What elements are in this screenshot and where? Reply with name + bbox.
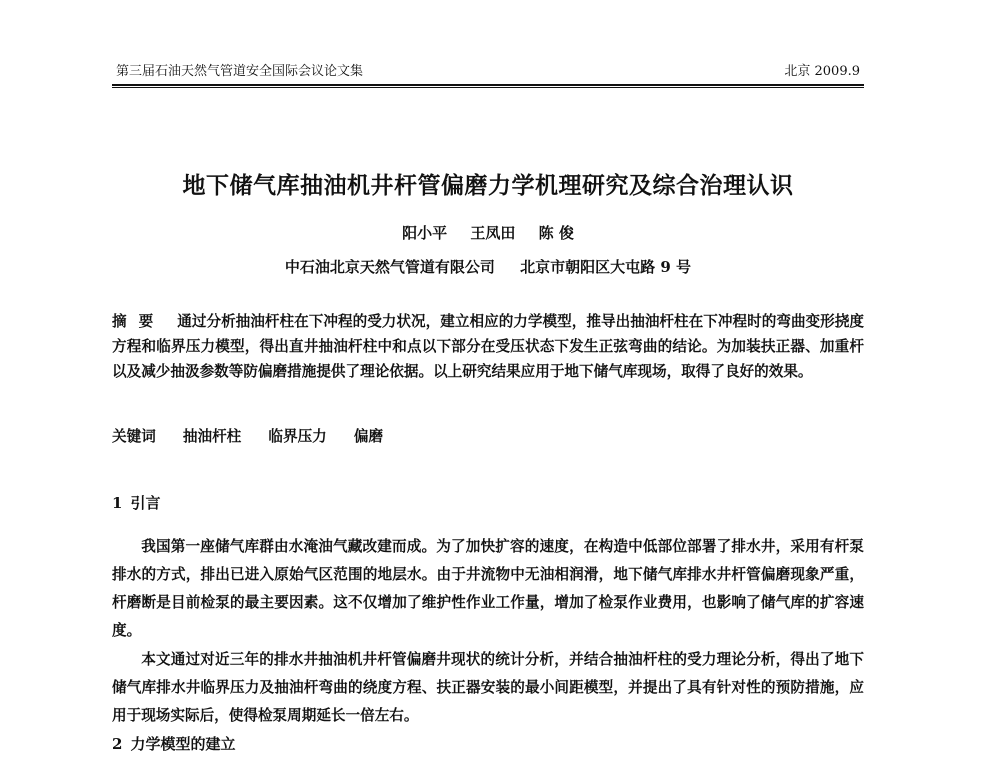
section-number: 1 (112, 494, 123, 512)
abstract-text: 通过分析抽油杆柱在下冲程的受力状况，建立相应的力学模型，推导出抽油杆柱在下冲程时的弯曲变形挠度方程和临界压力模型，得出直井抽油杆柱中和点以下部分在受压状态下发生正弦弯曲的结论。为加装扶正器、加重杆以及减少抽汲参数等防偏磨措施提供了理论依据。以上研究结果应用于地下储气库现场，取得了良好的效果。 (112, 313, 864, 380)
section-heading-introduction (112, 491, 160, 515)
keywords (112, 425, 864, 449)
keywords-label: 关键词 (112, 428, 156, 445)
section-number: 2 (112, 735, 123, 753)
paper-title: 地下储气库抽油机井杆管偏磨力学机理研究及综合治理认识 (182, 172, 794, 199)
affiliation-address: 北京市朝阳区大屯路 9 号 (520, 258, 692, 276)
body-paragraph: 本文通过对近三年的排水井抽油机井杆管偏磨井现状的统计分析，并结合抽油杆柱的受力理论分析，得出了地下储气库排水井临界压力及抽油杆弯曲的绕度方程、扶正器安装的最小间距模型，并提出了具有针对性的预防措施，应用于现场实际后，使得检泵周期延长一倍左右。 (112, 651, 864, 724)
section-title: 力学模型的建立 (130, 735, 236, 753)
author-name: 王凤田 (470, 224, 516, 242)
affiliation-organization: 中石油北京天然气管道有限公司 (284, 258, 495, 276)
running-head (116, 62, 860, 82)
abstract-label: 摘要 (112, 313, 166, 330)
author-name: 陈 俊 (538, 224, 574, 242)
abstract (112, 309, 864, 384)
keyword: 抽油杆柱 (182, 428, 242, 445)
section-heading-mechanics-model (112, 732, 235, 756)
section-title: 引言 (130, 494, 161, 512)
header-rule (112, 84, 864, 88)
body-paragraph: 我国第一座储气库群由水淹油气藏改建而成。为了加快扩容的速度，在构造中低部位部署了排水井，采用有杆泵排水的方式，排出已进入原始气区范围的地层水。由于井流物中无油相润滑，地下储气库排水井杆管偏磨现象严重，杆磨断是目前检泵的最主要因素。这不仅增加了维护性作业工作量，增加了检泵作业费用，也影响了储气库的扩容速度。 (112, 538, 864, 639)
proceedings-title: 第三届石油天然气管道安全国际会议论文集 (116, 64, 364, 79)
author-name: 阳小平 (402, 224, 448, 242)
author-list (112, 222, 864, 244)
keyword: 偏磨 (353, 428, 384, 445)
location-date: 北京 2009.9 (784, 64, 860, 79)
affiliation (112, 256, 864, 278)
keyword: 临界压力 (268, 428, 327, 445)
